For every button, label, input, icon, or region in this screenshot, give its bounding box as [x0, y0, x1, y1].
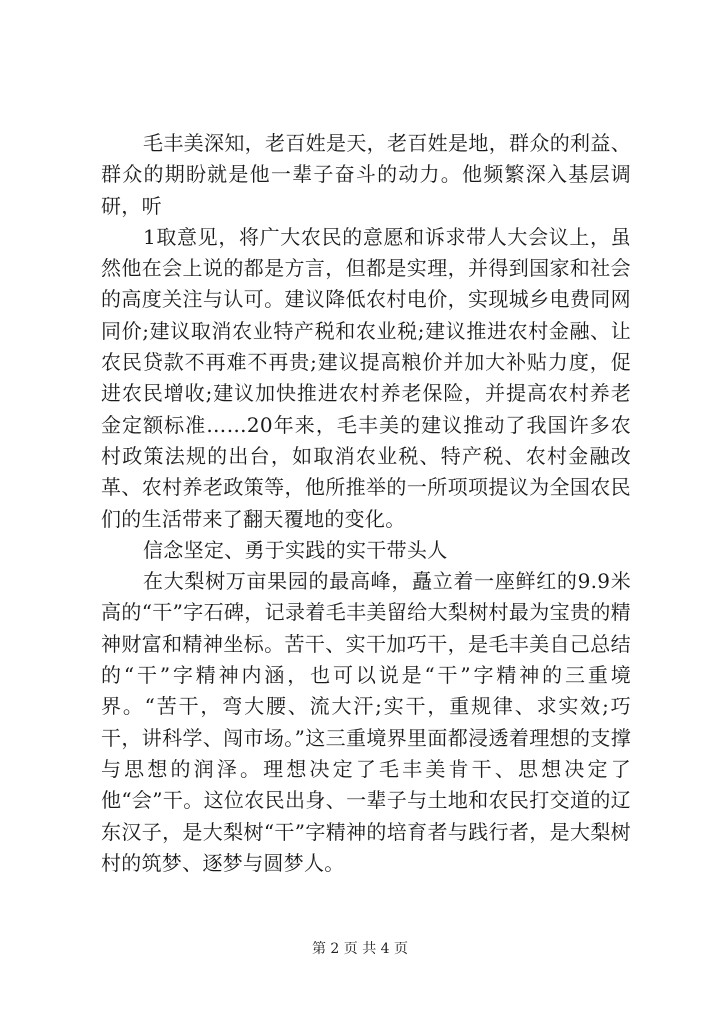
document-body: [101, 128, 631, 879]
paragraph-1: 毛丰美深知，老百姓是天，老百姓是地，群众的利益、群众的期盼就是他一辈子奋斗的动力。他频繁深入基层调研，听: [101, 131, 631, 218]
paragraph-2: 1取意见，将广大农民的意愿和诉求带人大会议上，虽然他在会上说的都是方言，但都是实理，并得到国家和社会的高度关注与认可。建议降低农村电价，实现城乡电费同网同价;建议取消农业特产税和农业税;建议推进农村金融、让农民贷款不再难不再贵;建议提高粮价并加大补贴力度，促进农民增收;建议加快推进农村养老保险，并提高农村养老金定额标准……20年来，毛丰美的建议推动了我国许多农村政策法规的出台，如取消农业税、特产税、农村金融改革、农村养老政策等，他所推举的一所项项提议为全国农民们的生活带来了翻天覆地的变化。: [101, 224, 631, 531]
paragraph-4: 在大梨树万亩果园的最高峰，矗立着一座鲜红的9.9米高的“干”字石碑，记录着毛丰美留给大梨树村最为宝贵的精神财富和精神坐标。苦干、实干加巧干，是毛丰美自己总结的“干”字精神内涵，也可以说是“干”字精神的三重境界。“苦干，弯大腰、流大汗;实干，重规律、求实效;巧干，讲科学、闯市场。”这三重境界里面都浸透着理想的支撑与思想的润泽。理想决定了毛丰美肯干、思想决定了他“会”干。这位农民出身、一辈子与土地和农民打交道的辽东汉子，是大梨树“干”字精神的培育者与践行者，是大梨树村的筑梦、逐梦与圆梦人。: [101, 569, 631, 875]
section-heading: 信念坚定、勇于实践的实干带头人: [143, 537, 448, 562]
page-number-footer: 第 2 页 共 4 页: [311, 941, 409, 957]
